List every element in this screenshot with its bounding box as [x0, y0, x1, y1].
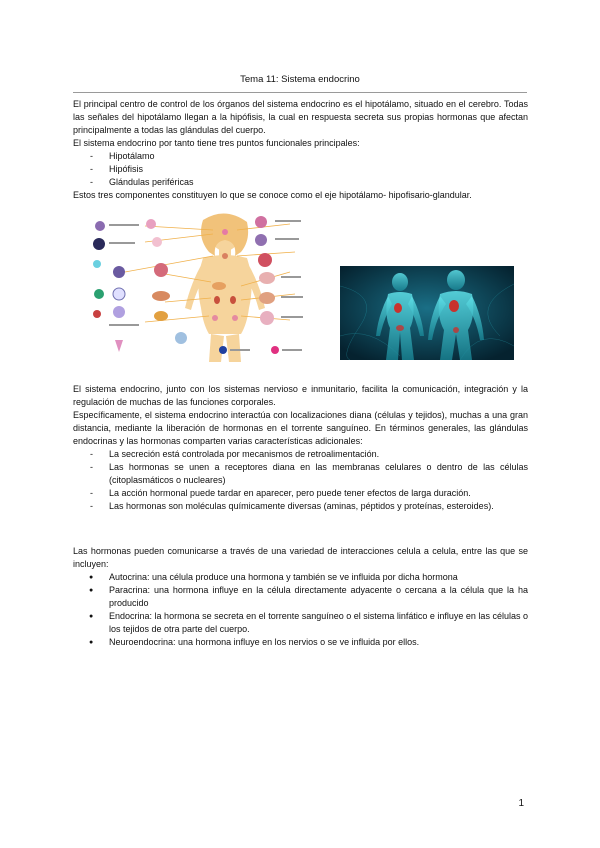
endocrine-glands-diagram	[85, 212, 310, 362]
section-3	[73, 545, 528, 649]
list-item: - Hipófisis	[73, 163, 528, 176]
list-item: - Las hormonas son moléculas químicamente diversas (aminas, péptidos y proteínas, esteroides).	[73, 500, 528, 513]
list-item: - La acción hormonal puede tardar en aparecer, pero puede tener efectos de larga duración.	[73, 487, 528, 500]
page-title: Tema 11: Sistema endocrino	[240, 74, 360, 85]
intro-section	[73, 98, 528, 202]
section2-paragraph-1: El sistema endocrino, junto con los sistemas nervioso e inmunitario, facilita la comunicación, integración y la regulación de muchas de las funciones corporales.	[73, 384, 528, 407]
list-item: - Glándulas periféricas	[73, 176, 528, 189]
intro-paragraph-2: El sistema endocrino por tanto tiene tres puntos funcionales principales:	[73, 138, 360, 148]
list-item: - Las hormonas se unen a receptores diana en las membranas celulares o dentro de las células (citoplasmáticos o nucleares)	[73, 461, 528, 487]
characteristics-list	[73, 448, 528, 513]
human-bodies-endocrine-3d	[340, 266, 514, 360]
intro-paragraph-3: Estos tres componentes constituyen lo que se conoce como el eje hipotálamo- hipofisario-glandular.	[73, 190, 472, 200]
interactions-list	[73, 571, 528, 649]
section2-paragraph-2: Específicamente, el sistema endocrino interactúa con localizaciones diana (células y tejidos), muchas a una gran distancia, mediante la liberación de hormonas en el torrente sanguíneo. En términos generales, las glándulas endocrinas y las hormonas comparten varias características adicionales:	[73, 410, 528, 446]
section3-paragraph-1: Las hormonas pueden comunicarse a través de una variedad de interacciones celula a celula, entre las que se incluyen:	[73, 546, 528, 569]
intro-paragraph-1: El principal centro de control de los órganos del sistema endocrino es el hipotálamo, situado en el cerebro. Todas las señales del hipotálamo llegan a la hipófisis, la cual en respuesta secreta sus propias hormonas que afectan principalmente a todas las glándulas del cuerpo.	[73, 99, 528, 135]
functional-points-list	[73, 150, 528, 189]
list-item: ● Endocrina: la hormona se secreta en el torrente sanguíneo o el sistema linfático e influye en las células o los tejidos de otra parte del cuerpo.	[73, 610, 528, 636]
list-item: ● Autocrina: una célula produce una hormona y también se ve influida por dicha hormona	[73, 571, 528, 584]
list-item: - La secreción está controlada por mecanismos de retroalimentación.	[73, 448, 528, 461]
list-item: ● Paracrina: una hormona influye en la célula directamente adyacente o cercana a la célula que la ha producido	[73, 584, 528, 610]
page-number: 1	[518, 798, 524, 809]
list-item: - Hipotálamo	[73, 150, 528, 163]
section-2	[73, 383, 528, 513]
title-divider	[73, 92, 527, 93]
list-item: ● Neuroendocrina: una hormona influye en los nervios o se ve influida por ellos.	[73, 636, 528, 649]
